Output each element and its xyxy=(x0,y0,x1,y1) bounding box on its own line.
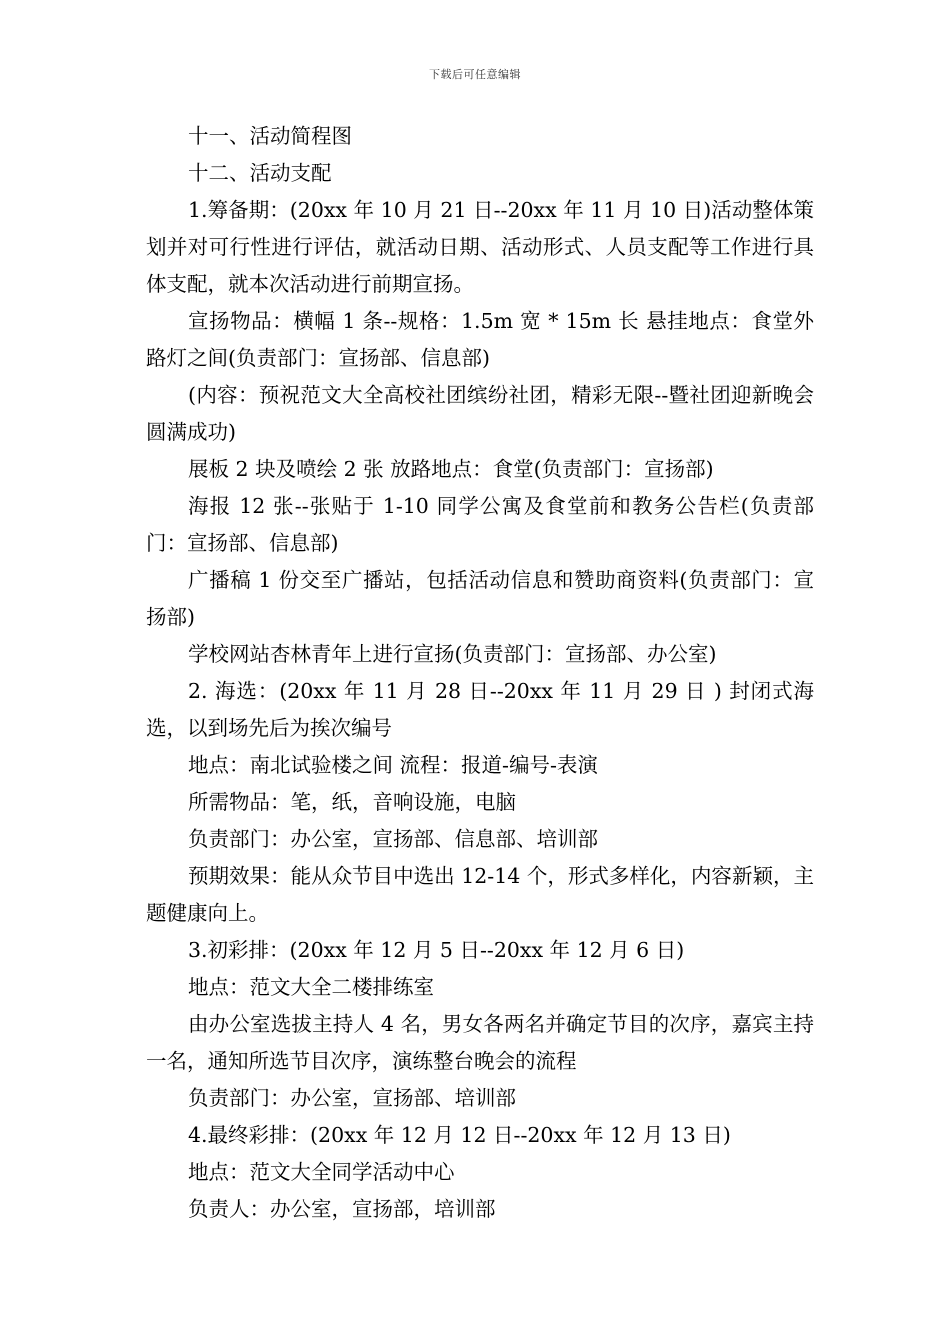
paragraph-posters: 海报 12 张--张贴于 1-10 同学公寓及食堂前和教务公告栏(负责部门：宣扬部、信息部) xyxy=(146,494,814,555)
paragraph-final-rehearsal-responsible: 负责人：办公室，宣扬部，培训部 xyxy=(188,1197,496,1221)
paragraph-broadcast: 广播稿 1 份交至广播站，包括活动信息和赞助商资料(负责部门：宣扬部) xyxy=(146,568,814,629)
page-header: 下载后可任意编辑 xyxy=(429,68,521,81)
paragraph-final-rehearsal-location: 地点：范文大全同学活动中心 xyxy=(188,1160,455,1184)
paragraph-display-boards: 展板 2 块及喷绘 2 张 放路地点：食堂(负责部门：宣扬部) xyxy=(188,457,714,481)
paragraph-first-rehearsal-location: 地点：范文大全二楼排练室 xyxy=(188,975,434,999)
paragraph-audition-location: 地点：南北试验楼之间 流程：报道-编号-表演 xyxy=(188,753,598,777)
paragraph-first-rehearsal-departments: 负责部门：办公室，宣扬部、培训部 xyxy=(188,1086,516,1110)
paragraph-expected-effect: 预期效果：能从众节目中选出 12-14 个，形式多样化，内容新颖，主题健康向上。 xyxy=(146,864,814,925)
document-body xyxy=(146,118,814,1228)
paragraph-banner-content: (内容：预祝范文大全高校社团缤纷社团，精彩无限--暨社团迎新晚会圆满成功) xyxy=(146,383,814,444)
paragraph-final-rehearsal: 4.最终彩排：(20xx 年 12 月 12 日--20xx 年 12 月 13 日) xyxy=(188,1123,731,1147)
paragraph-school-website: 学校网站杏林青年上进行宣扬(负责部门：宣扬部、办公室) xyxy=(188,642,717,666)
paragraph-audition: 2. 海选：(20xx 年 11 月 28 日--20xx 年 11 月 29 日 ) 封闭式海选，以到场先后为挨次编号 xyxy=(146,679,814,740)
heading-activity-arrangement: 十二、活动支配 xyxy=(188,161,332,185)
paragraph-audition-materials: 所需物品：笔，纸，音响设施，电脑 xyxy=(188,790,516,814)
paragraph-first-rehearsal: 3.初彩排：(20xx 年 12 月 5 日--20xx 年 12 月 6 日) xyxy=(188,938,685,962)
heading-activity-flowchart: 十一、活动简程图 xyxy=(188,124,352,148)
paragraph-audition-departments: 负责部门：办公室，宣扬部、信息部、培训部 xyxy=(188,827,598,851)
paragraph-banner: 宣扬物品：横幅 1 条--规格：1.5m 宽 * 15m 长 悬挂地点：食堂外路灯之间(负责部门：宣扬部、信息部) xyxy=(146,309,814,370)
paragraph-preparation-period: 1.筹备期：(20xx 年 10 月 21 日--20xx 年 11 月 10 日)活动整体策划并对可行性进行评估，就活动日期、活动形式、人员支配等工作进行具体支配，就本次活动进行前期宣扬。 xyxy=(146,198,814,296)
paragraph-host-selection: 由办公室选拔主持人 4 名，男女各两名并确定节目的次序，嘉宾主持一名，通知所选节目次序，演练整台晚会的流程 xyxy=(146,1012,814,1073)
